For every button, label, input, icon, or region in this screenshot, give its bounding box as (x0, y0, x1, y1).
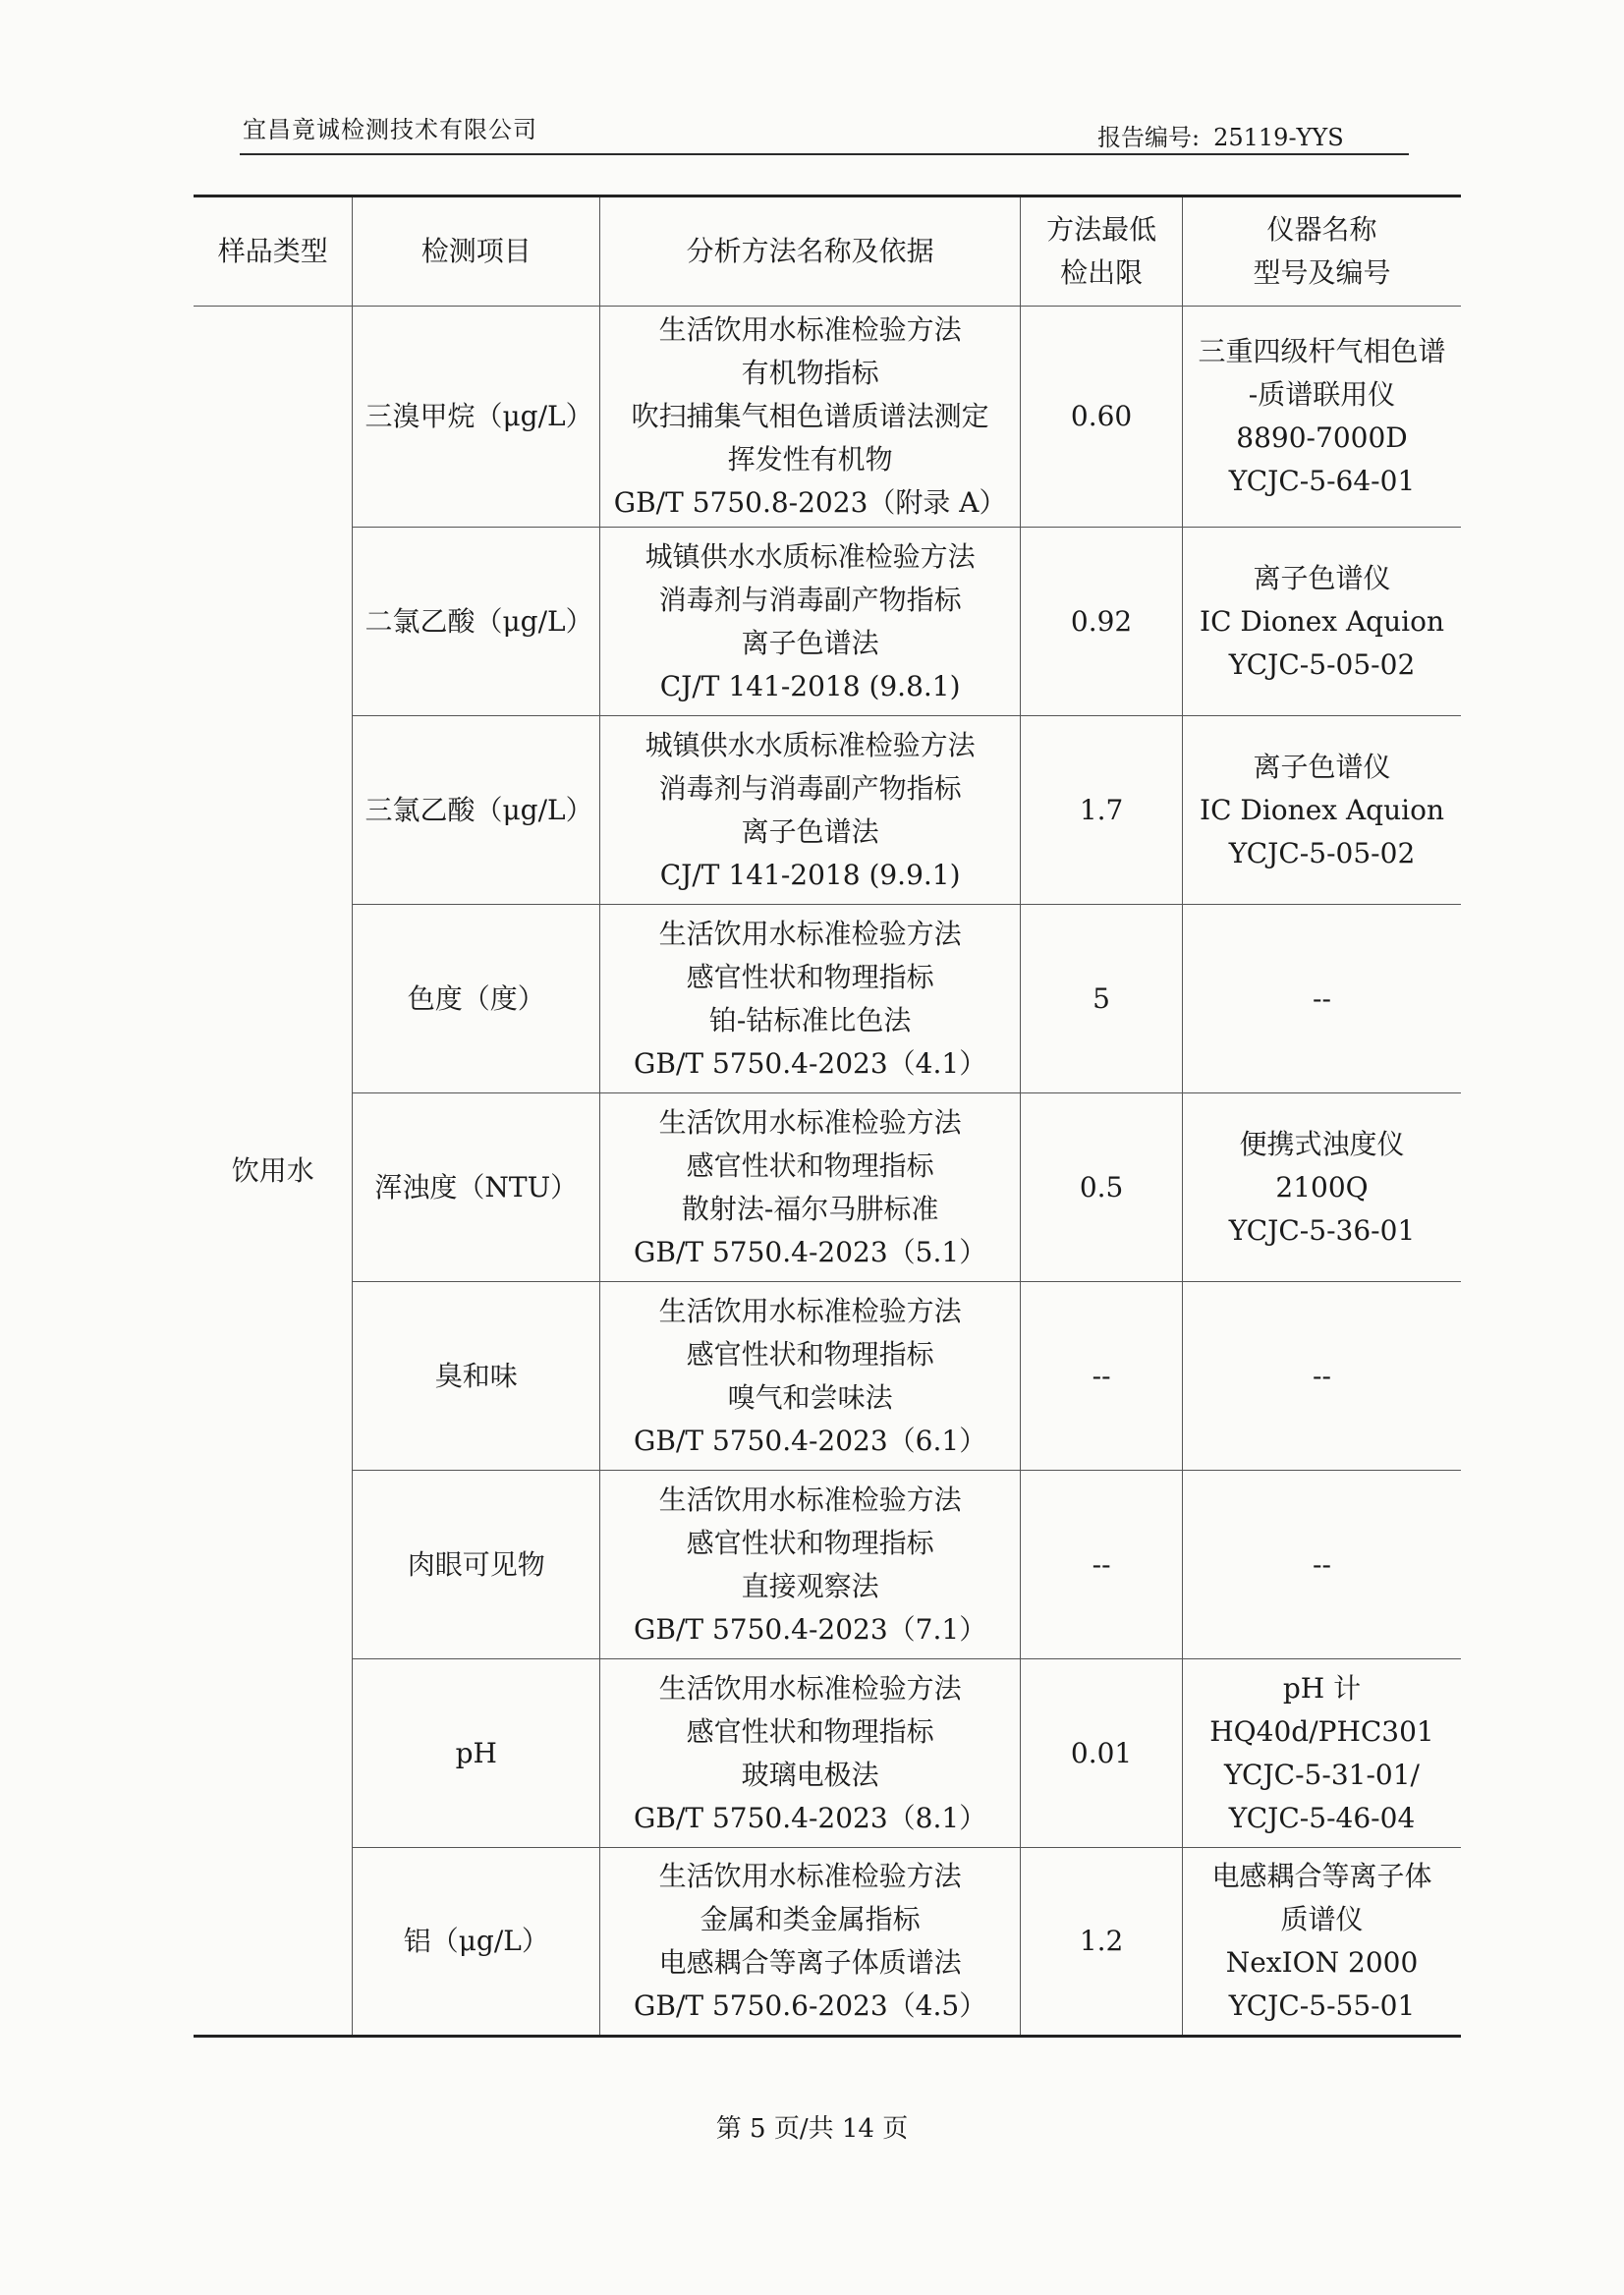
cell-line: 便携式浊度仪 (1239, 1127, 1405, 1160)
detection-limit-cell: -- (1021, 1471, 1183, 1659)
cell-line: -- (1313, 1359, 1331, 1392)
table-header-row (194, 196, 1461, 307)
cell-line: 生活饮用水标准检验方法 (658, 1105, 962, 1139)
cell-line: 消毒剂与消毒副产物指标 (658, 771, 962, 805)
header-sample-type (194, 196, 353, 307)
method-cell (600, 1093, 1021, 1282)
test-item-cell: 臭和味 (353, 1282, 600, 1471)
cell-line: 消毒剂与消毒副产物指标 (658, 583, 962, 616)
cell-line: GB/T 5750.4-2023（4.1） (634, 1046, 987, 1080)
table-row (194, 528, 1461, 716)
cell-line: 铂-钴标准比色法 (708, 1003, 912, 1036)
test-item-cell: 色度（度） (353, 905, 600, 1093)
cell-line: GB/T 5750.8-2023（附录 A） (613, 486, 1007, 519)
cell-line: 生活饮用水标准检验方法 (658, 313, 962, 346)
detection-limit-cell: 0.5 (1021, 1093, 1183, 1282)
page-number (0, 2108, 1624, 2145)
instrument-cell (1183, 716, 1461, 905)
method-cell (600, 1659, 1021, 1848)
cell-line: GB/T 5750.6-2023（4.5） (634, 1989, 987, 2022)
instrument-cell (1183, 528, 1461, 716)
table-body (194, 307, 1461, 2037)
cell-line: 离子色谱仪 (1253, 750, 1391, 783)
cell-line: YCJC-5-46-04 (1228, 1801, 1416, 1834)
cell-line: 感官性状和物理指标 (686, 1714, 934, 1748)
detection-limit-cell: 0.60 (1021, 307, 1183, 528)
cell-line: 生活饮用水标准检验方法 (658, 1860, 962, 1892)
header-instrument (1183, 196, 1461, 307)
cell-line: 感官性状和物理指标 (686, 1148, 934, 1182)
instrument-cell (1183, 1093, 1461, 1282)
instrument-cell (1183, 1282, 1461, 1471)
cell-line: -质谱联用仪 (1248, 378, 1396, 411)
cell-line: NexION 2000 (1225, 1946, 1419, 1979)
cell-line: 玻璃电极法 (741, 1758, 879, 1791)
test-item-cell: 浑浊度（NTU） (353, 1093, 600, 1282)
instrument-cell (1183, 307, 1461, 528)
detection-limit-cell: -- (1021, 1282, 1183, 1471)
header-rule (240, 153, 1409, 155)
cell-line: 生活饮用水标准检验方法 (658, 1483, 962, 1516)
cell-line: -- (1313, 1547, 1331, 1581)
cell-line: 生活饮用水标准检验方法 (658, 917, 962, 950)
detection-limit-cell: 1.7 (1021, 716, 1183, 905)
cell-line: 三重四级杆气相色谱 (1198, 335, 1446, 367)
cell-line: 离子色谱仪 (1253, 561, 1391, 594)
method-cell (600, 1848, 1021, 2037)
cell-line: CJ/T 141-2018 (9.9.1) (659, 858, 961, 891)
cell-line: -- (1313, 981, 1331, 1015)
cell-line: GB/T 5750.4-2023（7.1） (634, 1612, 987, 1646)
instrument-cell (1183, 905, 1461, 1093)
cell-line: 生活饮用水标准检验方法 (658, 1294, 962, 1327)
cell-line: GB/T 5750.4-2023（6.1） (634, 1424, 987, 1457)
detection-limit-cell: 1.2 (1021, 1848, 1183, 2037)
test-method-table (194, 195, 1461, 2038)
cell-line: 离子色谱法 (741, 814, 879, 848)
cell-line: 检测项目 (420, 235, 532, 267)
cell-line: 感官性状和物理指标 (686, 1526, 934, 1559)
cell-line: 型号及编号 (1253, 256, 1391, 289)
cell-line: 分析方法名称及依据 (686, 235, 934, 267)
cell-line: 检出限 (1060, 256, 1144, 289)
method-cell (600, 307, 1021, 528)
table-row (194, 1282, 1461, 1471)
cell-line: GB/T 5750.4-2023（5.1） (634, 1235, 987, 1268)
cell-line: 2100Q (1275, 1170, 1369, 1203)
cell-line: CJ/T 141-2018 (9.8.1) (659, 669, 961, 702)
cell-line: YCJC-5-31-01/ (1224, 1758, 1420, 1791)
cell-line: 城镇供水水质标准检验方法 (644, 539, 976, 573)
report-number-value: 25119-YYS (1213, 124, 1344, 151)
cell-line: 感官性状和物理指标 (686, 960, 934, 993)
instrument-cell (1183, 1848, 1461, 2037)
test-item-cell: pH (353, 1659, 600, 1848)
cell-line: 方法最低 (1046, 213, 1157, 246)
test-item-cell: 三氯乙酸（μg/L） (353, 716, 600, 905)
header-test-item (353, 196, 600, 307)
report-number-label: 报告编号: (1097, 124, 1201, 151)
table-row (194, 307, 1461, 528)
method-cell (600, 716, 1021, 905)
cell-line: YCJC-5-55-01 (1228, 1989, 1416, 2022)
page-number-text: 第 5 页/共 14 页 (715, 2114, 909, 2144)
cell-line: YCJC-5-05-02 (1228, 836, 1416, 869)
table-row (194, 1471, 1461, 1659)
method-cell (600, 905, 1021, 1093)
instrument-cell (1183, 1471, 1461, 1659)
header-detection-limit (1021, 196, 1183, 307)
cell-line: 直接观察法 (741, 1569, 879, 1602)
cell-line: 有机物指标 (741, 357, 879, 389)
cell-line: 感官性状和物理指标 (686, 1337, 934, 1371)
header-method (600, 196, 1021, 307)
cell-line: 样品类型 (217, 235, 328, 267)
cell-line: 8890-7000D (1236, 421, 1408, 454)
table-row (194, 716, 1461, 905)
cell-line: 城镇供水水质标准检验方法 (644, 728, 976, 761)
cell-line: 电感耦合等离子体 (1211, 1860, 1432, 1892)
cell-line: YCJC-5-05-02 (1228, 647, 1416, 681)
detection-limit-cell: 0.01 (1021, 1659, 1183, 1848)
report-number (1097, 118, 1344, 152)
method-cell (600, 1282, 1021, 1471)
cell-line: 仪器名称 (1266, 213, 1377, 246)
test-item-cell: 三溴甲烷（μg/L） (353, 307, 600, 528)
table-row (194, 1848, 1461, 2037)
test-item-cell: 铝（μg/L） (353, 1848, 600, 2037)
cell-line: YCJC-5-36-01 (1228, 1213, 1416, 1247)
cell-line: HQ40d/PHC301 (1209, 1714, 1434, 1748)
cell-line: 电感耦合等离子体质谱法 (658, 1946, 962, 1979)
method-cell (600, 528, 1021, 716)
cell-line: 挥发性有机物 (727, 443, 893, 476)
cell-line: 离子色谱法 (741, 626, 879, 659)
table-row (194, 1659, 1461, 1848)
cell-line: 吹扫捕集气相色谱质谱法测定 (631, 400, 989, 432)
test-item-cell: 肉眼可见物 (353, 1471, 600, 1659)
sample-type-cell: 饮用水 (194, 307, 353, 2037)
detection-limit-cell: 5 (1021, 905, 1183, 1093)
table-row (194, 905, 1461, 1093)
cell-line: IC Dionex Aquion (1200, 793, 1444, 826)
cell-line: IC Dionex Aquion (1200, 604, 1444, 638)
cell-line: 嗅气和尝味法 (727, 1380, 893, 1414)
company-name: 宜昌竟诚检测技术有限公司 (243, 116, 537, 143)
table-row (194, 1093, 1461, 1282)
cell-line: 质谱仪 (1280, 1903, 1364, 1935)
cell-line: 生活饮用水标准检验方法 (658, 1671, 962, 1705)
cell-line: 金属和类金属指标 (700, 1903, 921, 1935)
method-cell (600, 1471, 1021, 1659)
test-item-cell: 二氯乙酸（μg/L） (353, 528, 600, 716)
cell-line: pH 计 (1282, 1671, 1362, 1705)
cell-line: 散射法-福尔马肼标准 (681, 1192, 939, 1225)
cell-line: GB/T 5750.4-2023（8.1） (634, 1801, 987, 1834)
cell-line: YCJC-5-64-01 (1228, 465, 1416, 497)
instrument-cell (1183, 1659, 1461, 1848)
detection-limit-cell: 0.92 (1021, 528, 1183, 716)
